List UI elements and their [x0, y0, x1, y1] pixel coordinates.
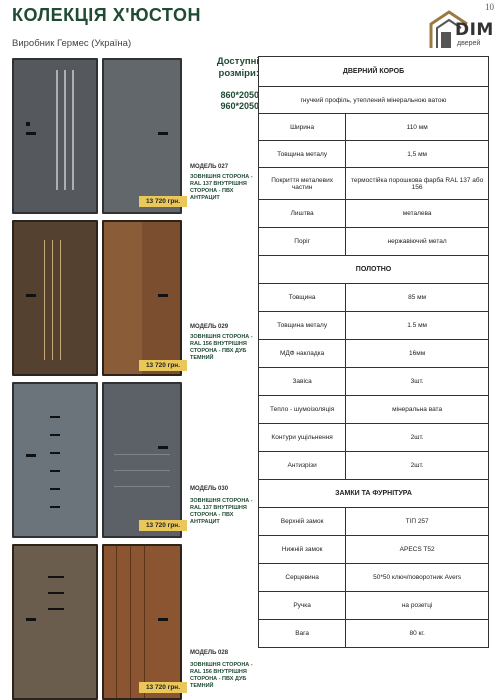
logo-subtext: дверей — [457, 40, 481, 47]
section-header-frame: ДВЕРНИЙ КОРОБ — [259, 57, 489, 87]
door-interior — [102, 544, 182, 700]
spec-value: 80 кг. — [346, 620, 489, 648]
spec-label: Товщина — [259, 284, 346, 312]
door-interior — [102, 382, 182, 538]
model-name: МОДЕЛЬ 028 — [190, 650, 229, 656]
page-number: 10 — [485, 2, 494, 12]
model-name: МОДЕЛЬ 029 — [190, 324, 229, 330]
spec-value: на розетці — [346, 592, 489, 620]
price-tag: 13 720 грн. — [139, 360, 187, 371]
spec-table — [258, 56, 489, 648]
door-model-029 — [12, 220, 262, 380]
spec-label: Лиштва — [259, 200, 346, 228]
spec-label: Поріг — [259, 228, 346, 256]
spec-value: 1,5 мм — [346, 141, 489, 168]
model-description: ЗОВНІШНЯ СТОРОНА - RAL 137 ВНУТРІШНЯ СТОРОНА - ПВХ АНТРАЦИТ — [190, 174, 253, 201]
door-exterior — [12, 544, 98, 700]
spec-value: 1.5 мм — [346, 312, 489, 340]
size-item: 860*2050 — [220, 90, 259, 100]
spec-label: Товщина металу — [259, 141, 346, 168]
model-description: ЗОВНІШНЯ СТОРОНА - RAL 137 ВНУТРІШНЯ СТОРОНА - ПВХ АНТРАЦИТ — [190, 498, 253, 525]
spec-label: Товщина металу — [259, 312, 346, 340]
door-model-030 — [12, 382, 262, 537]
section-header-locks: ЗАМКИ ТА ФУРНІТУРА — [259, 480, 489, 508]
frame-note: гнучкий профіль, утеплений мінеральною ватою — [259, 87, 489, 114]
door-exterior — [12, 220, 98, 376]
spec-value: 85 мм — [346, 284, 489, 312]
price-tag: 13 720 грн. — [139, 682, 187, 693]
spec-label: Антизрізи — [259, 452, 346, 480]
spec-label: Верхній замок — [259, 508, 346, 536]
page-title: КОЛЕКЦІЯ Х'ЮСТОН — [12, 5, 201, 25]
door-interior — [102, 58, 182, 214]
spec-value: металева — [346, 200, 489, 228]
page-subtitle: Виробник Гермес (Україна) — [12, 38, 132, 49]
spec-label: Завіса — [259, 368, 346, 396]
spec-value: 16мм — [346, 340, 489, 368]
spec-label: Нижній замок — [259, 536, 346, 564]
spec-label: Ширина — [259, 114, 346, 141]
section-header-leaf: ПОЛОТНО — [259, 256, 489, 284]
model-description: ЗОВНІШНЯ СТОРОНА - RAL 156 ВНУТРІШНЯ СТОРОНА - ПВХ ДУБ ТЕМНИЙ — [190, 662, 253, 689]
spec-value: нержавіючий метал — [346, 228, 489, 256]
door-model-028 — [12, 544, 262, 700]
model-name: МОДЕЛЬ 030 — [190, 486, 229, 492]
spec-label: Контури ущільнення — [259, 424, 346, 452]
spec-value: 2шт. — [346, 424, 489, 452]
door-interior — [102, 220, 182, 376]
spec-value: 2шт. — [346, 452, 489, 480]
spec-label: Ручка — [259, 592, 346, 620]
spec-value: ТІП 257 — [346, 508, 489, 536]
spec-value: APECS T52 — [346, 536, 489, 564]
price-tag: 13 720 грн. — [139, 520, 187, 531]
model-name: МОДЕЛЬ 027 — [190, 164, 229, 170]
spec-value: термостійка порошкова фарба RAL 137 або 156 — [346, 168, 489, 200]
spec-label: Вага — [259, 620, 346, 648]
spec-label: МДФ накладка — [259, 340, 346, 368]
spec-value: 110 мм — [346, 114, 489, 141]
spec-label: Покриття металевих частин — [259, 168, 346, 200]
model-description: ЗОВНІШНЯ СТОРОНА - RAL 156 ВНУТРІШНЯ СТОРОНА - ПВХ ДУБ ТЕМНИЙ — [190, 334, 253, 361]
door-model-027 — [12, 58, 262, 213]
door-exterior — [12, 58, 98, 214]
size-item: 960*2050 — [220, 101, 259, 111]
price-tag: 13 720 грн. — [139, 196, 187, 207]
sizes-label: Доступні розміри: — [216, 56, 259, 79]
spec-value: 3шт. — [346, 368, 489, 396]
spec-value: мінеральна вата — [346, 396, 489, 424]
spec-label: Серцевина — [259, 564, 346, 592]
spec-label: Тепло - шумоізоляція — [259, 396, 346, 424]
spec-value: 50*50 ключ/поворотник Avers — [346, 564, 489, 592]
logo-text: DIM — [455, 20, 494, 40]
door-exterior — [12, 382, 98, 538]
